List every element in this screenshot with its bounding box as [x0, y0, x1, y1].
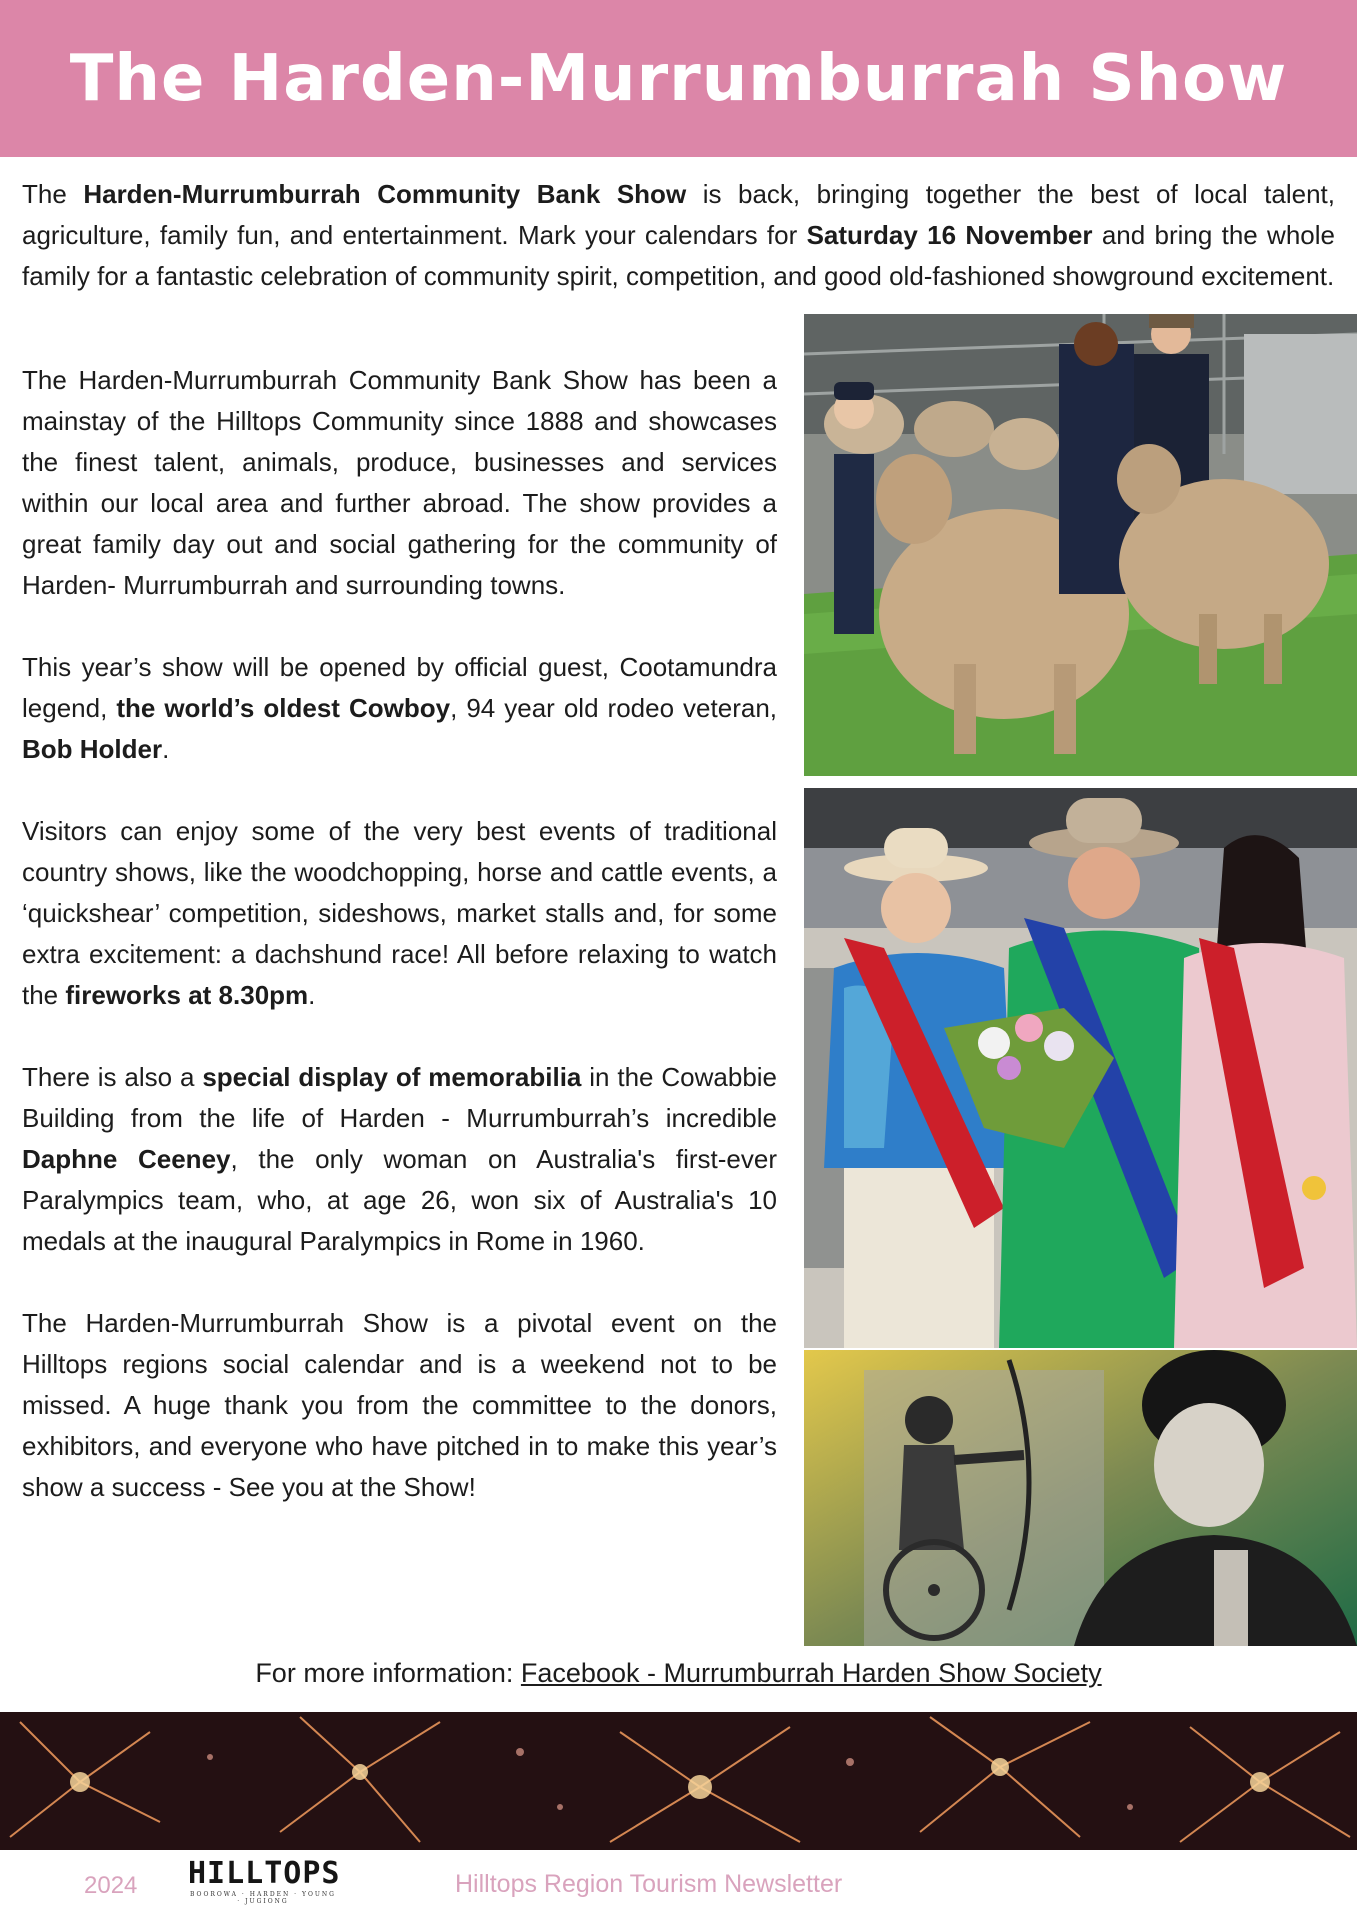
guest-paragraph: This year’s show will be opened by official guest, Cootamundra legend, the world’s oldest Cowboy, 94 year old rodeo veteran, Bob Holder.: [22, 652, 777, 764]
title-banner: [0, 0, 1357, 157]
logo-towns: BOOROWA · HARDEN · YOUNG · JUGIONG: [190, 1891, 336, 1905]
events-paragraph: Visitors can enjoy some of the very best events of traditional country shows, like the woodchopping, horse and cattle events, a ‘quickshear’ competition, sideshows, market stalls and, for some extra excitement: a dachshund race! All before relaxing to watch the fireworks at 8.30pm.: [22, 816, 777, 1010]
history-paragraph: The Harden-Murrumburrah Community Bank Show has been a mainstay of the Hilltops Community since 1888 and showcases the finest talent, animals, produce, businesses and services within our local area and further abroad. The show provides a great family day out and social gathering for the community of Harden- Murrumburrah and surrounding towns.: [22, 365, 777, 600]
hilltops-logo: [188, 1856, 341, 1905]
page-title: The Harden-Murrumburrah Show: [69, 41, 1288, 116]
footer: [0, 1850, 1357, 1920]
logo-wordmark: HILLTOPS: [188, 1856, 341, 1891]
showgirls-photo: [804, 788, 1357, 1348]
fireworks-banner: [0, 1712, 1357, 1850]
more-info-line: [0, 1658, 1357, 1689]
facebook-link[interactable]: Facebook - Murrumburrah Harden Show Society: [520, 1658, 1102, 1688]
more-info-label: For more information:: [255, 1658, 521, 1688]
footer-year: 2024: [84, 1872, 138, 1899]
article-column: [22, 360, 777, 1508]
daphne-ceeney-photo: [804, 1350, 1357, 1646]
sheep-show-photo: [804, 314, 1357, 776]
newsletter-title: Hilltops Region Tourism Newsletter: [455, 1870, 843, 1898]
closing-paragraph: The Harden-Murrumburrah Show is a pivotal event on the Hilltops regions social calendar and is a weekend not to be missed. A huge thank you from the committee to the donors, exhibitors, and everyone who have pitched in to make this year’s show a success - See you at the Show!: [22, 1308, 777, 1502]
intro-paragraph: The Harden-Murrumburrah Community Bank Show is back, bringing together the best of local talent, agriculture, family fun, and entertainment. Mark your calendars for Saturday 16 November and bring the whole family for a fantastic celebration of community spirit, competition, and good old-fashioned showground excitement.: [22, 179, 1335, 291]
memorabilia-paragraph: There is also a special display of memorabilia in the Cowabbie Building from the life of Harden - Murrumburrah’s incredible Daphne Ceeney, the only woman on Australia's first-ever Paralympics team, who, at age 26, won six of Australia's 10 medals at the inaugural Paralympics in Rome in 1960.: [22, 1062, 778, 1256]
